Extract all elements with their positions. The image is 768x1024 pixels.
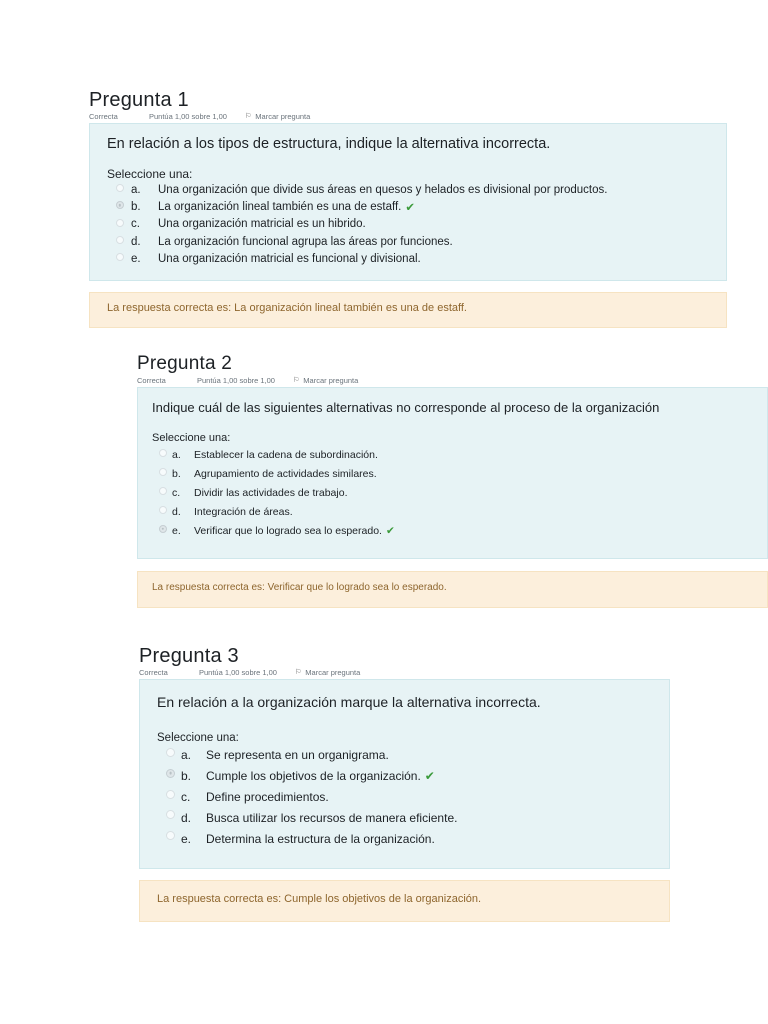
- correct-answer-feedback: La respuesta correcta es: Verificar que lo logrado sea lo esperado.: [137, 571, 768, 608]
- radio-icon[interactable]: [116, 253, 124, 261]
- flag-icon: ⚐: [245, 113, 252, 120]
- flag-question-button[interactable]: [293, 376, 358, 386]
- answer-letter: a.: [131, 183, 141, 196]
- question-content: [137, 387, 768, 559]
- answer-letter: c.: [131, 218, 140, 231]
- answer-text: Determina la estructura de la organización.: [206, 831, 435, 846]
- answer-letter: c.: [172, 486, 181, 499]
- flag-question-label: Marcar pregunta: [305, 668, 361, 677]
- answer-text: Se representa en un organigrama.: [206, 748, 389, 763]
- answer-list: [152, 445, 767, 540]
- answer-letter: b.: [131, 200, 141, 213]
- question-grade: Puntúa 1,00 sobre 1,00: [197, 376, 275, 385]
- answer-letter: a.: [172, 448, 181, 461]
- radio-icon[interactable]: [159, 449, 167, 457]
- question-state: Correcta: [139, 668, 168, 677]
- answer-letter: c.: [181, 789, 191, 804]
- answer-option-e[interactable]: [152, 521, 767, 540]
- answer-option-c[interactable]: [152, 483, 767, 502]
- answer-text: La organización lineal también es una de estaff.: [158, 200, 402, 213]
- answer-list: [107, 181, 726, 267]
- answer-letter: e.: [181, 831, 192, 846]
- answer-text: Una organización matricial es funcional y divisional.: [158, 252, 421, 265]
- answer-letter: b.: [172, 467, 181, 480]
- answer-letter: b.: [181, 769, 192, 784]
- answer-prompt: Seleccione una:: [107, 167, 193, 181]
- question-2: [137, 352, 768, 608]
- answer-text: Dividir las actividades de trabajo.: [194, 486, 348, 499]
- question-title: Pregunta 3: [139, 645, 239, 667]
- answer-option-d[interactable]: [157, 807, 669, 828]
- answer-option-e[interactable]: [107, 250, 726, 267]
- answer-letter: e.: [172, 524, 181, 537]
- correct-answer-feedback: La respuesta correcta es: Cumple los objetivos de la organización.: [139, 880, 670, 922]
- answer-option-a[interactable]: [107, 181, 726, 198]
- question-content: [89, 123, 727, 281]
- flag-question-label: Marcar pregunta: [303, 376, 359, 385]
- question-state: Correcta: [137, 376, 166, 385]
- flag-question-button[interactable]: [245, 112, 310, 122]
- question-text: En relación a la organización marque la alternativa incorrecta.: [157, 694, 541, 710]
- radio-icon[interactable]: [166, 790, 175, 799]
- answer-prompt: Seleccione una:: [152, 432, 231, 444]
- question-grade: Puntúa 1,00 sobre 1,00: [199, 668, 277, 677]
- radio-icon[interactable]: [116, 236, 124, 244]
- answer-text: Agrupamiento de actividades similares.: [194, 467, 377, 480]
- question-info: [137, 376, 768, 386]
- answer-option-a[interactable]: [157, 745, 669, 766]
- answer-option-b[interactable]: [107, 198, 726, 215]
- answer-letter: d.: [131, 235, 141, 248]
- radio-icon[interactable]: [159, 506, 167, 514]
- question-title: Pregunta 1: [89, 89, 189, 111]
- radio-icon[interactable]: [159, 525, 167, 533]
- radio-icon[interactable]: [166, 748, 175, 757]
- question-title: Pregunta 2: [137, 353, 232, 374]
- flag-question-button[interactable]: [295, 668, 360, 678]
- answer-option-b[interactable]: [157, 766, 669, 787]
- question-text: En relación a los tipos de estructura, indique la alternativa incorrecta.: [107, 136, 551, 152]
- question-3: [139, 644, 670, 922]
- answer-letter: e.: [131, 252, 141, 265]
- radio-icon[interactable]: [159, 468, 167, 476]
- answer-prompt: Seleccione una:: [157, 732, 239, 744]
- check-icon: ✔: [405, 201, 416, 214]
- question-info: [139, 668, 670, 678]
- answer-text: Una organización que divide sus áreas en quesos y helados es divisional por productos.: [158, 183, 608, 196]
- radio-icon[interactable]: [166, 831, 175, 840]
- question-1: [89, 88, 729, 328]
- question-state: Correcta: [89, 112, 118, 121]
- flag-icon: ⚐: [293, 377, 300, 384]
- radio-icon[interactable]: [116, 219, 124, 227]
- question-info: [89, 112, 729, 122]
- radio-icon[interactable]: [116, 201, 124, 209]
- radio-icon[interactable]: [166, 769, 175, 778]
- answer-text: Busca utilizar los recursos de manera eficiente.: [206, 810, 458, 825]
- flag-question-label: Marcar pregunta: [255, 112, 311, 121]
- answer-option-b[interactable]: [152, 464, 767, 483]
- check-icon: ✔: [385, 524, 395, 537]
- radio-icon[interactable]: [159, 487, 167, 495]
- radio-icon[interactable]: [166, 810, 175, 819]
- answer-text: Establecer la cadena de subordinación.: [194, 448, 378, 461]
- answer-list: [157, 745, 669, 849]
- answer-letter: d.: [172, 505, 181, 518]
- answer-option-e[interactable]: [157, 828, 669, 849]
- answer-text: Define procedimientos.: [206, 789, 329, 804]
- answer-text: Integración de áreas.: [194, 505, 293, 518]
- answer-option-d[interactable]: [152, 502, 767, 521]
- answer-option-a[interactable]: [152, 445, 767, 464]
- answer-option-c[interactable]: [157, 787, 669, 808]
- answer-option-d[interactable]: [107, 233, 726, 250]
- question-grade: Puntúa 1,00 sobre 1,00: [149, 112, 227, 121]
- answer-text: Cumple los objetivos de la organización.: [206, 769, 421, 784]
- answer-letter: d.: [181, 810, 192, 825]
- answer-text: Una organización matricial es un hibrido.: [158, 218, 366, 231]
- answer-text: La organización funcional agrupa las áreas por funciones.: [158, 235, 453, 248]
- answer-letter: a.: [181, 748, 192, 763]
- flag-icon: ⚐: [295, 669, 302, 676]
- answer-option-c[interactable]: [107, 216, 726, 233]
- correct-answer-feedback: La respuesta correcta es: La organización lineal también es una de estaff.: [89, 292, 727, 328]
- answer-text: Verificar que lo logrado sea lo esperado.: [194, 524, 382, 537]
- question-text: Indique cuál de las siguientes alternativas no corresponde al proceso de la organización: [152, 400, 660, 415]
- radio-icon[interactable]: [116, 184, 124, 192]
- question-content: [139, 679, 670, 869]
- check-icon: ✔: [424, 769, 435, 784]
